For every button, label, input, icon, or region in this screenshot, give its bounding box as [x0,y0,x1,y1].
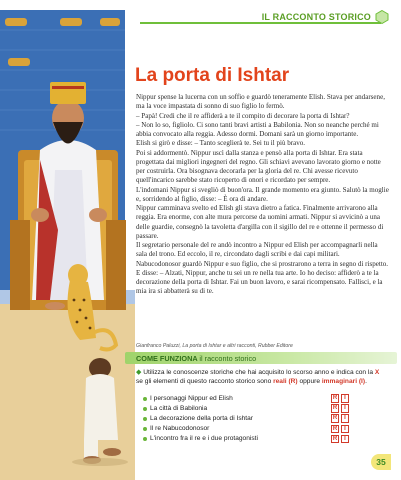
bullet-dot [143,437,147,441]
bullet-dot [143,407,147,411]
exercise-list [143,394,393,445]
list-item [143,414,393,424]
list-item [143,404,393,414]
instruction-text: Utilizza le conoscenze storiche che hai acquisito lo scorso anno e indica con la [143,369,375,376]
section-label: IL RACCONTO STORICO [258,12,375,22]
instruction-text: oppure [297,377,322,385]
box-title-strong: COME FUNZIONA [136,353,198,363]
bullet-dot [143,397,147,401]
imaginary-checkbox[interactable]: I [341,414,349,423]
box-title [136,354,256,363]
item-label: La città di Babilonia [150,404,208,412]
story-paragraph: Poi si addormentò. Nippur uscì dalla stanza e pensò alla porta di Ishtar. Era stata progettata dai migliori ingegneri del regno. Gli schiavi avevano lavorato giorno e notte per costruirla. Ora bisognava decorarla per la gloria del re. Chi avesse ricevuto quell'incarico sarebbe stato ricoperto di onori e ricordato per sempre. [136,148,381,185]
list-item [143,435,393,445]
story-paragraph: Nippur spense la lucerna con un soffio e guardò teneramente Elish. Stava per andarsene, ma la voce impastata di sonno di suo figlio lo fermò. [136,93,385,111]
story-paragraph: – Non lo so, figliolo. Ci sono tanti bravi artisti a Babilonia. Non so neanche perché mi abbia convocato alla reggia. Adesso dormi. Domani sarà un giorno importante. [136,120,379,138]
source-credit: Gianfranco Paluzzi, La porta di Ishtar e altri racconti, Rubber Editore [136,343,293,349]
king-throne-illustration [0,0,140,480]
item-label: La decorazione della porta di Ishtar [150,414,254,422]
story-paragraph: Il segretario personale del re andò incontro a Nippur ed Elish per accompagnarli nella sala del trono. Ed eccolo, il re, circondato dagli scribi e dai capi militari. [136,241,378,259]
real-checkbox[interactable]: R [332,405,338,412]
story-paragraph: Nippur camminava svelto ed Elish gli stava dietro a fatica. Finalmente arrivarono alla reggia. Era enorme, con alte mura percorse da uomini armati. Nippur si avvicinò a una delle guardie, consegnò la tavoletta d'argilla con il sigillo del re e ottenne il permesso di passare. [136,204,384,240]
story-paragraph: Elish si girò e disse: – Tanto sceglierà te. Sei tu il più bravo. [136,139,306,148]
instruction-text: se gli elementi di questo racconto storico sono [136,377,274,385]
real-checkbox[interactable]: R [332,395,338,401]
imaginary-checkbox[interactable]: I [341,404,349,413]
item-label: L'incontro fra il re e i due protagonisti [150,435,258,443]
story-paragraph: Nabucodonosor guardò Nippur e suo figlio, che si prostrarono a terra in segno di rispetto. E disse: – Alzati, Nippur, anche tu sei un re nella tua arte. Io ho deciso: affiderò a te la decorazione della porta di Ishtar. Fai un buon lavoro, e sarai ricompensato. Fallisci, e la mia ira si abbatterà su di te. [136,259,389,296]
instruction-imaginary: immaginari (I) [321,377,366,385]
instruction-x: X [374,369,380,376]
bullet-dot [143,417,147,421]
item-label: Il re Nabucodonosor [150,425,210,433]
come-funziona-box [125,352,397,464]
story-paragraph: L'indomani Nippur si svegliò di buon'ora. Il grande momento era giunto. Salutò la moglie e, sorridendo al figlio, disse: – È ora di andare. [136,185,389,203]
imaginary-checkbox[interactable]: I [341,435,349,444]
real-checkbox[interactable]: R [332,425,338,432]
page-number: 35 [371,454,391,470]
instruction-real: reali (R) [273,377,298,385]
imaginary-checkbox[interactable]: I [341,394,349,403]
box-title-rest: il racconto storico [199,353,257,363]
story-title: La porta di Ishtar [135,65,290,86]
story-paragraph: – Papà! Credi che il re affiderà a te il compito di decorare la porta di Ishtar? [136,111,350,120]
real-checkbox[interactable]: R [332,435,338,442]
instruction-text: . [365,377,367,385]
story-body [136,93,389,297]
imaginary-checkbox[interactable]: I [341,425,349,434]
hexagon-icon [375,10,389,24]
list-item [143,425,393,435]
item-label: I personaggi Nippur ed Elish [150,394,233,402]
list-item [143,394,393,404]
bullet-dot [143,427,147,431]
diamond-bullet-icon: ◆ [136,369,142,376]
exercise-instruction [136,369,388,386]
real-checkbox[interactable]: R [332,415,338,422]
